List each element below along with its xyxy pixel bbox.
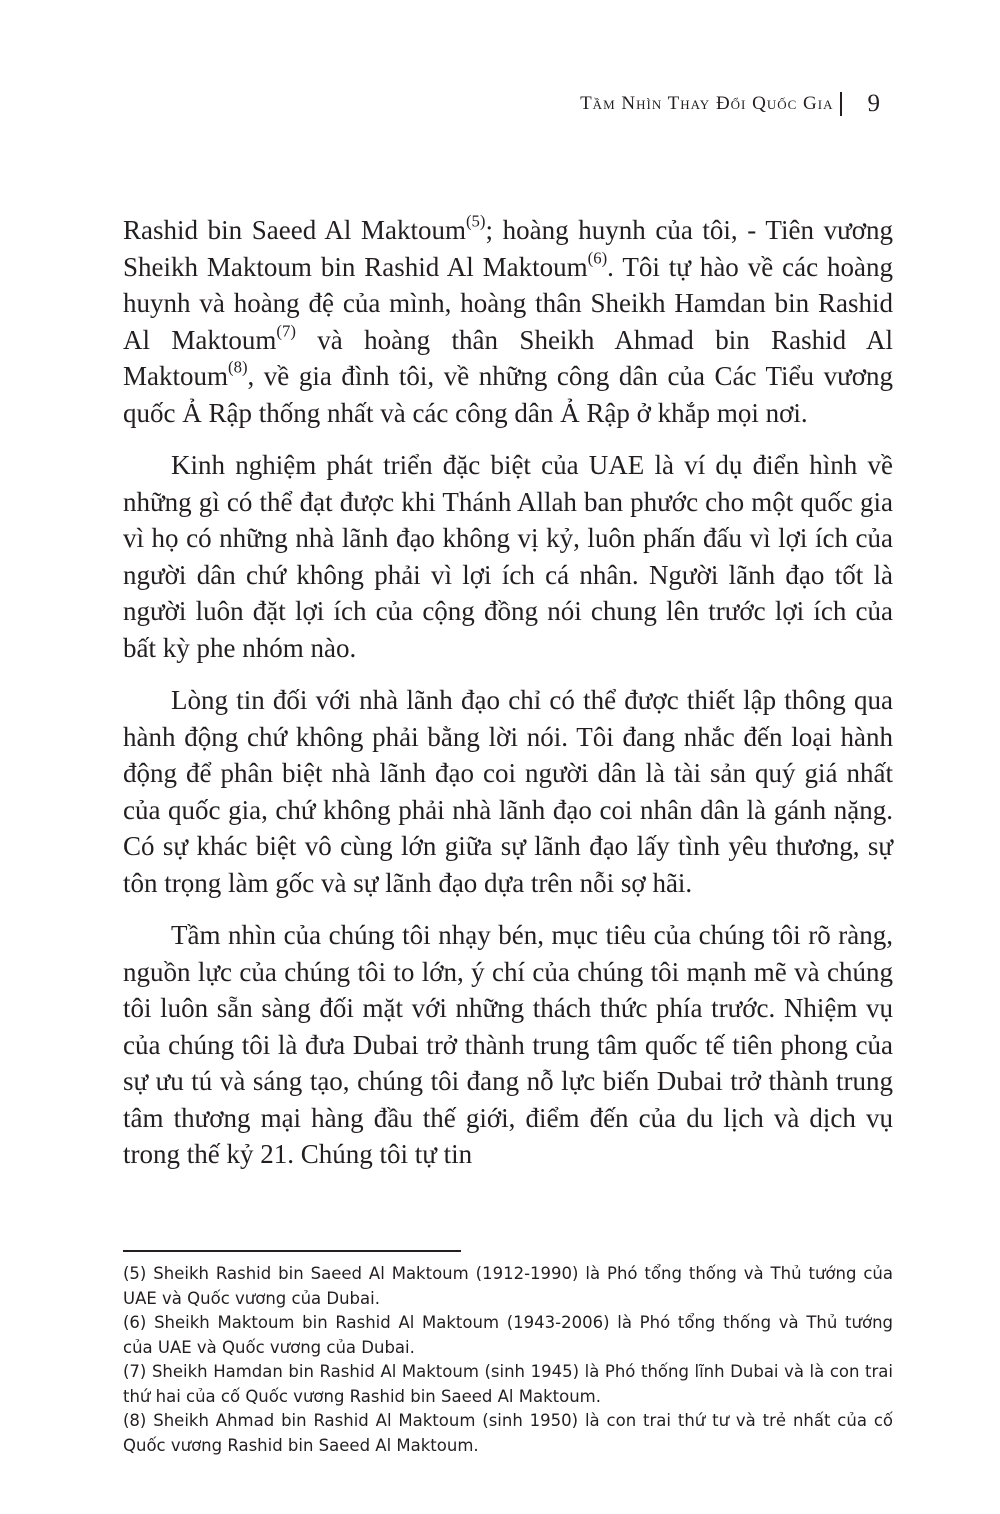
paragraph-1-text-2: ; hoàng huynh của tôi, - Tiên vương Sheikh Maktoum bin Rashid Al Maktoum xyxy=(123,215,893,282)
header-title: Tầm Nhìn Thay Đổi Quốc Gia xyxy=(580,93,834,114)
paragraph-1-text-3: . Tôi tự hào về các hoàng huynh và hoàng đệ của mình, hoàng thân Sheikh Hamdan bin Rashid Al Maktoum xyxy=(123,251,893,355)
footnotes xyxy=(123,1262,893,1458)
paragraph-1-text-1: Rashid bin Saeed Al Maktoum xyxy=(123,215,466,245)
running-header xyxy=(480,84,880,124)
footnote-8: (8) Sheikh Ahmad bin Rashid Al Maktoum (sinh 1950) là con trai thứ tư và trẻ nhất của cố Quốc vương Rashid bin Saeed Al Maktoum. xyxy=(123,1411,893,1455)
footnote-7: (7) Sheikh Hamdan bin Rashid Al Maktoum (sinh 1945) là Phó thống lĩnh Dubai và là con trai thứ hai của cố Quốc vương Rashid bin Saeed Al Maktoum. xyxy=(123,1362,893,1406)
footnote-ref-7: (7) xyxy=(276,320,296,340)
footnote-6: (6) Sheikh Maktoum bin Rashid Al Maktoum (1943-2006) là Phó tổng thống và Thủ tướng của UAE và Quốc vương của Dubai. xyxy=(123,1313,893,1357)
paragraph-1-text-5: , về gia đình tôi, về những công dân của Các Tiểu vương quốc Ả Rập thống nhất và các công dân Ả Rập ở khắp mọi nơi. xyxy=(123,361,893,428)
footnote-5: (5) Sheikh Rashid bin Saeed Al Maktoum (1912-1990) là Phó tổng thống và Thủ tướng của UAE và Quốc vương của Dubai. xyxy=(123,1264,893,1308)
paragraph-1-text-4: và hoàng thân Sheikh Ahmad bin Rashid Al Maktoum xyxy=(123,324,893,391)
footnote-ref-8: (8) xyxy=(228,357,248,377)
footnote-ref-5: (5) xyxy=(465,211,486,231)
paragraph-1 xyxy=(123,212,893,431)
header-divider xyxy=(840,92,842,116)
page-number: 9 xyxy=(867,90,880,117)
paragraph-4: Tầm nhìn của chúng tôi nhạy bén, mục tiêu của chúng tôi rõ ràng, nguồn lực của chúng tôi to lớn, ý chí của chúng tôi mạnh mẽ và chúng tôi luôn sẵn sàng đối mặt với những thách thức phía trước. Nhiệm vụ của chúng tôi là đưa Dubai trở thành trung tâm quốc tế tiên phong của sự ưu tú và sáng tạo, chúng tôi đang nỗ lực biến Dubai trở thành trung tâm thương mại hàng đầu thế giới, điểm đến của du lịch và dịch vụ trong thế kỷ 21. Chúng tôi tự tin xyxy=(123,920,893,1169)
paragraph-2: Kinh nghiệm phát triển đặc biệt của UAE là ví dụ điển hình về những gì có thể đạt được khi Thánh Allah ban phước cho một quốc gia vì họ có những nhà lãnh đạo không vị kỷ, luôn phấn đấu vì lợi ích của người dân chứ không phải vì lợi ích cá nhân. Người lãnh đạo tốt là người luôn đặt lợi ích của cộng đồng nói chung lên trước lợi ích của bất kỳ phe nhóm nào. xyxy=(123,450,893,663)
paragraph-3: Lòng tin đối với nhà lãnh đạo chỉ có thể được thiết lập thông qua hành động chứ không phải bằng lời nói. Tôi đang nhắc đến loại hành động để phân biệt nhà lãnh đạo coi người dân là tài sản quý giá nhất của quốc gia, chứ không phải nhà lãnh đạo coi nhân dân là gánh nặng. Có sự khác biệt vô cùng lớn giữa sự lãnh đạo lấy tình yêu thương, sự tôn trọng làm gốc và sự lãnh đạo dựa trên nỗi sợ hãi. xyxy=(123,685,893,898)
footnote-ref-6: (6) xyxy=(587,247,608,267)
footnote-divider xyxy=(123,1250,461,1252)
body-text xyxy=(123,212,893,1189)
